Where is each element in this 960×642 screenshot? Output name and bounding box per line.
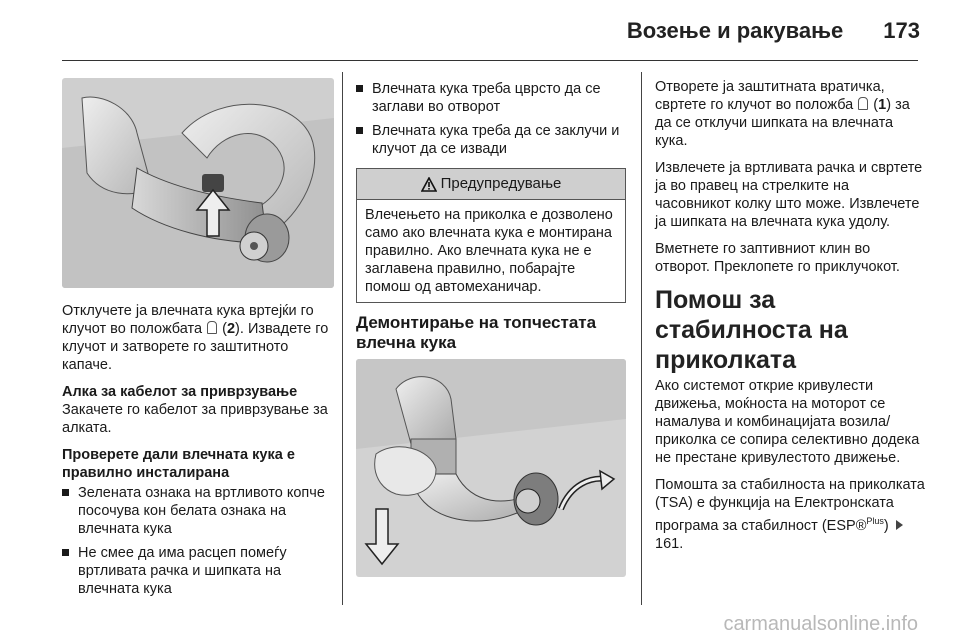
tsa-esp-paragraph: Помошта за стабилноста на приколката (TSA) е функција на Електронската програма за стабилност (ESP®$^{Plus}$) 161. (655, 477, 925, 552)
column-divider-2 (641, 72, 642, 605)
cable-heading: Алка за кабелот за приврзување (62, 384, 298, 400)
section-title: Возење и ракување (626, 18, 844, 43)
list-item: Влечната кука треба цврсто да се заглави во отворот (356, 80, 626, 116)
remove-step-1: Отворете ја заштитната вратичка, свртете го клучот во положба (1) за да се отклучи шипката на влечната кука. (655, 79, 910, 149)
requirement-list (356, 80, 626, 158)
unlock-paragraph: Отклучете ја влечната кука вртејќи го клучот во положбата (2). Извадете го клучот и затворете го заштитното капаче. (62, 303, 329, 373)
watermark: carmanualsonline.info (723, 613, 918, 635)
key-position-icon (207, 321, 217, 334)
remove-step-2: Извлечете ја вртливата рачка и свртете ја во правец на стрелките на часовникот колку што може. Извлечете ја шипката на влечната кука удолу. (655, 160, 923, 230)
remove-step-3: Вметнете го заптивниот клин во отворот. Преклопете го приклучокот. (655, 241, 900, 275)
page-number: 173 (883, 18, 920, 43)
page-reference-icon (896, 520, 903, 530)
left-column (62, 78, 334, 604)
header-rule (62, 60, 918, 61)
check-list (62, 484, 334, 598)
list-item: Не смее да има расцеп помеѓу вртливата рачка и шипката на влечната кука (62, 544, 334, 598)
tsa-heading: Помош за стабилноста на приколката (655, 286, 848, 374)
column-divider-1 (342, 72, 343, 605)
towbar-removal-illustration (356, 359, 626, 577)
right-column (655, 78, 925, 562)
page-header (627, 18, 920, 44)
towbar-unlock-illustration (62, 78, 334, 288)
list-item: Зелената ознака на вртливото копче посочува кон белата ознака на влечната кука (62, 484, 334, 538)
cable-paragraph: Закачете го кабелот за приврзување за алката. (62, 402, 328, 436)
check-heading: Проверете дали влечната кука е правилно инсталирана (62, 447, 295, 481)
remove-heading: Демонтирање на топчестата влечна кука (356, 313, 597, 352)
warning-triangle-icon (421, 177, 437, 192)
warning-box (356, 168, 626, 303)
warning-text: Влечењето на приколка е дозволено само ако влечната кука е монтирана правилно. Ако влечната кука не е заглавена правилно, побарајте помош од автомеханичар. (365, 207, 613, 295)
warning-title: Предупредување (440, 175, 562, 192)
tsa-paragraph: Ако системот открие кривулести движења, моќноста на моторот се намалува и комбинацијата возила/приколка се сопира селективно додека не престане кривулестото движење. (655, 378, 920, 466)
list-item: Влечната кука треба да се заклучи и клучот да се извади (356, 122, 626, 158)
warning-header (357, 169, 625, 200)
key-position-icon (858, 97, 868, 110)
middle-column (356, 78, 626, 577)
